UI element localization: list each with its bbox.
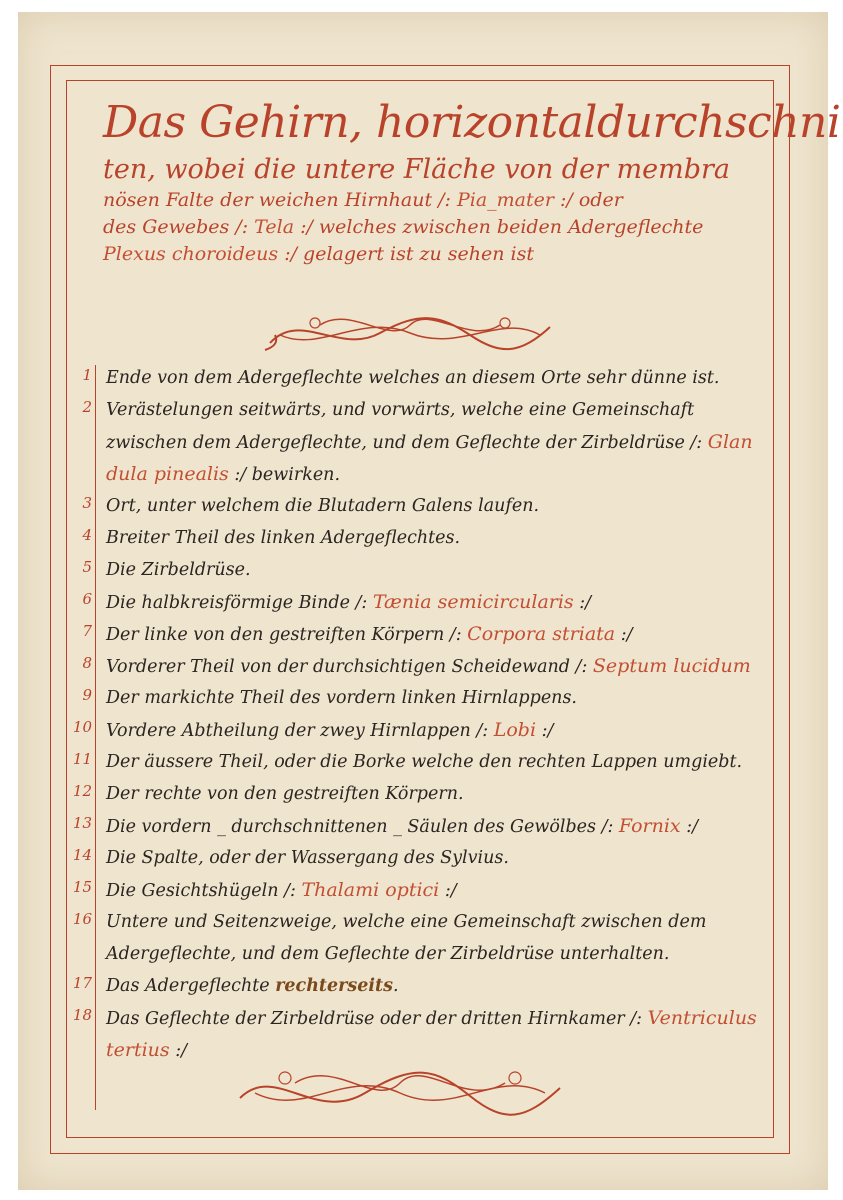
legend-text (106, 396, 766, 424)
legend-item-continuation (60, 458, 770, 490)
legend-number: 16 (72, 910, 92, 928)
latin-term: Pia_mater (456, 189, 554, 211)
legend-description: Vorderer Theil von der durchsichtigen Scheidewand /: (106, 657, 593, 677)
legend-description: Die Gesichtshügeln /: (106, 881, 302, 901)
legend-text (106, 812, 766, 841)
legend-item (60, 842, 770, 874)
legend-description: Der linke von den gestreiften Körpern /: (106, 625, 468, 645)
legend-suffix: . (392, 976, 399, 996)
latin-term: Ventriculus (647, 1007, 757, 1029)
legend-description: Ende von dem Adergeflechte welches an diesem Orte sehr dünne ist. (106, 368, 720, 388)
latin-term: Fornix (618, 815, 681, 837)
legend-number: 18 (72, 1006, 92, 1024)
title-line-2: ten, wobei die untere Fläche von der membra (103, 154, 731, 185)
legend-item (60, 490, 770, 522)
legend-text (106, 716, 766, 745)
legend-text (106, 876, 766, 905)
legend-number: 5 (82, 558, 92, 576)
title-line-1: Das Gehirn, horizontaldurchschni (103, 97, 841, 148)
legend-description: Ort, unter welchem die Blutadern Galens laufen. (106, 496, 540, 516)
legend-description: Die Zirbeldrüse. (106, 560, 251, 580)
legend-number: 12 (72, 782, 92, 800)
latin-term: Glan (707, 431, 753, 453)
legend-item (60, 874, 770, 906)
legend-suffix: :/ (573, 593, 592, 613)
legend-item (60, 586, 770, 618)
legend-suffix: :/ (439, 881, 457, 901)
legend-number: 14 (72, 846, 92, 864)
title-text: nösen Falte der weichen Hirnhaut /: (103, 189, 457, 211)
legend-number: 7 (82, 622, 92, 640)
legend-item (60, 554, 770, 586)
legend-item (60, 1002, 770, 1034)
title-text: :/ gelagert ist zu sehen ist (278, 243, 535, 265)
legend-item (60, 778, 770, 810)
legend-description: Die vordern _ durchschnittenen _ Säulen des Gewölbes /: (106, 817, 619, 837)
title-text: :/ oder (553, 189, 623, 211)
legend-item (60, 394, 770, 426)
legend-text (106, 972, 766, 1000)
legend-text (106, 748, 766, 776)
legend-description: Adergeflechte, und dem Geflechte der Zirbeldrüse unterhalten. (106, 944, 670, 964)
legend-number: 2 (82, 398, 92, 416)
legend-item (60, 810, 770, 842)
legend-item (60, 906, 770, 938)
overwritten-word: rechterseits (275, 976, 393, 996)
legend-number: 9 (82, 686, 92, 704)
legend-text (106, 620, 766, 649)
legend-description: Vordere Abtheilung der zwey Hirnlappen /: (106, 721, 494, 741)
legend-number: 6 (82, 590, 92, 608)
legend-number: 15 (72, 878, 92, 896)
legend-item (60, 362, 770, 394)
latin-term: Lobi (493, 719, 537, 741)
latin-term: Tela (254, 216, 295, 238)
legend-suffix: :/ (169, 1041, 188, 1061)
legend-text (106, 844, 766, 872)
legend-number: 17 (72, 974, 92, 992)
legend-description: Der äussere Theil, oder die Borke welche den rechten Lappen umgiebt. (106, 752, 743, 772)
latin-term: tertius (106, 1039, 170, 1061)
legend-item (60, 618, 770, 650)
top-flourish-ornament (260, 305, 560, 360)
title-text: des Gewebes /: (103, 216, 255, 238)
legend-number: 10 (72, 718, 92, 736)
legend-text (106, 460, 766, 489)
legend-description: Untere und Seitenzweige, welche eine Gemeinschaft zwischen dem (106, 912, 707, 932)
legend-suffix: :/ (615, 625, 633, 645)
legend-text (106, 908, 766, 936)
legend-item (60, 746, 770, 778)
legend-text (106, 780, 766, 808)
legend-text (106, 940, 766, 968)
legend-item (60, 970, 770, 1002)
legend-number: 4 (82, 526, 92, 544)
legend-item-continuation (60, 938, 770, 970)
legend-suffix: :/ bewirken. (228, 465, 341, 485)
latin-term: Corpora striata (467, 623, 616, 645)
latin-term: Plexus choroideus (103, 243, 279, 265)
numbered-legend (60, 362, 770, 1066)
legend-description: Der rechte von den gestreiften Körpern. (106, 784, 464, 804)
legend-description: Die Spalte, oder der Wassergang des Sylvius. (106, 848, 509, 868)
legend-text (106, 428, 766, 457)
latin-term: Thalami optici (301, 879, 440, 901)
legend-text (106, 684, 766, 712)
latin-term: Septum lucidum (592, 655, 751, 677)
bottom-flourish-ornament (225, 1058, 575, 1128)
legend-text (106, 1004, 766, 1033)
legend-text (106, 492, 766, 520)
legend-description: Das Geflechte der Zirbeldrüse oder der dritten Hirnkamer /: (106, 1009, 648, 1029)
legend-description: Die halbkreisförmige Binde /: (106, 593, 373, 613)
legend-description: Verästelungen seitwärts, und vorwärts, welche eine Gemeinschaft (106, 400, 695, 420)
legend-text (106, 524, 766, 552)
legend-description: zwischen dem Adergeflechte, und dem Geflechte der Zirbeldrüse /: (106, 433, 708, 453)
latin-term: Tænia semicircularis (372, 591, 574, 613)
legend-description: Das Adergeflechte (106, 976, 276, 996)
legend-item (60, 682, 770, 714)
legend-suffix: :/ (680, 817, 698, 837)
legend-number: 3 (82, 494, 92, 512)
legend-text (106, 652, 766, 681)
legend-description: Der markichte Theil des vordern linken Hirnlappens. (106, 688, 577, 708)
legend-number: 8 (82, 654, 92, 672)
legend-item (60, 714, 770, 746)
title-line-4 (103, 214, 773, 241)
legend-number: 1 (82, 366, 92, 384)
title-text: :/ welches zwischen beiden Adergeflechte (294, 216, 704, 238)
legend-text (106, 364, 766, 392)
legend-description: Breiter Theil des linken Adergeflechtes. (106, 528, 461, 548)
title-line-5 (103, 241, 773, 268)
legend-text (106, 588, 766, 617)
title-block (103, 93, 841, 268)
legend-item-continuation (60, 426, 770, 458)
latin-term: dula pinealis (106, 463, 229, 485)
legend-item (60, 650, 770, 682)
legend-number: 11 (72, 750, 92, 768)
legend-number: 13 (72, 814, 92, 832)
legend-item (60, 522, 770, 554)
legend-text (106, 556, 766, 584)
legend-suffix: :/ (536, 721, 554, 741)
title-line-3 (103, 187, 773, 214)
